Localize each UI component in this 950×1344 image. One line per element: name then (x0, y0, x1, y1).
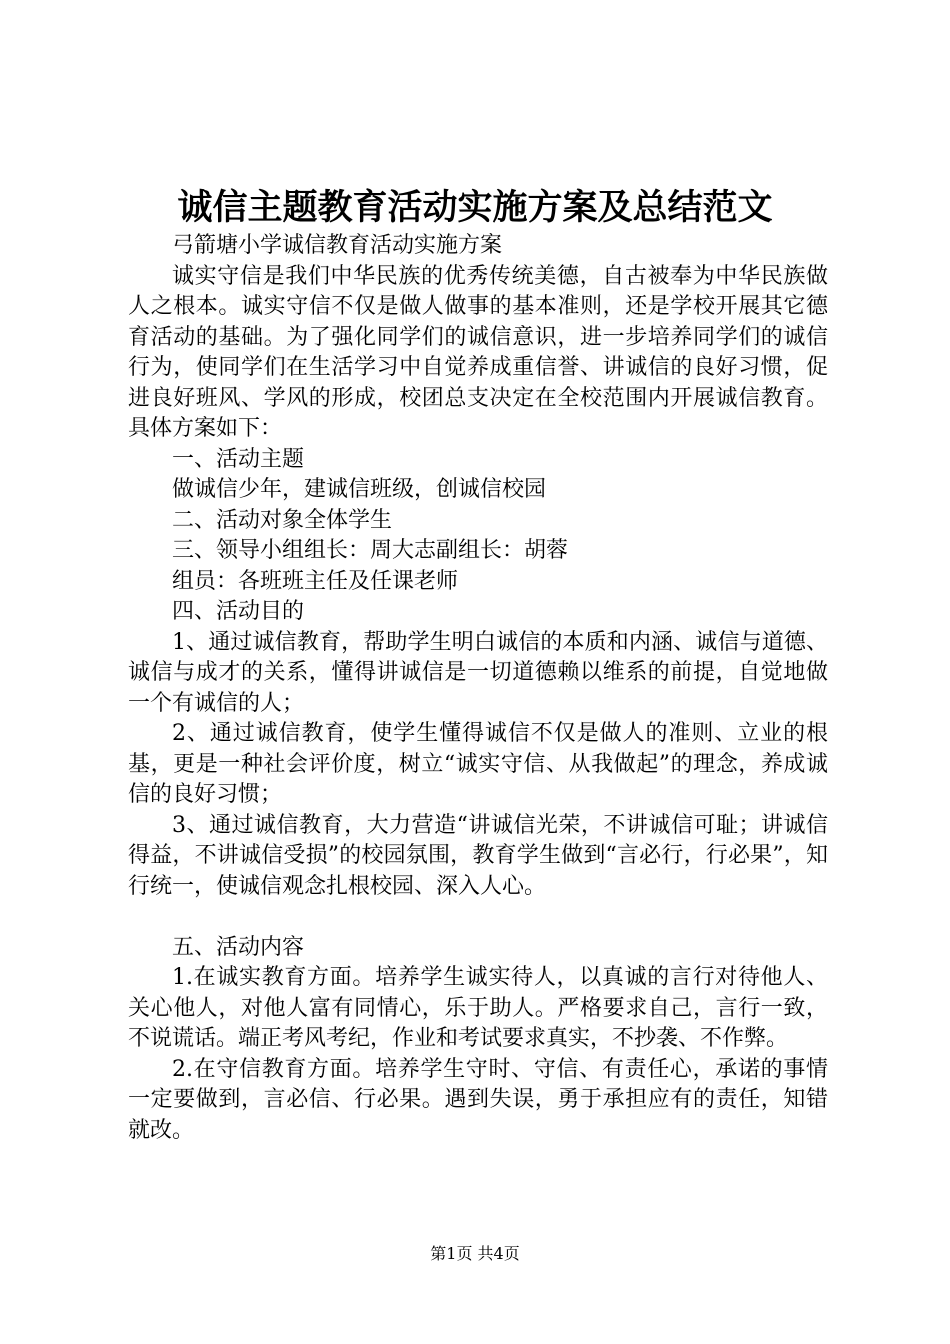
paragraph-goal-3: 3、通过诚信教育，大力营造“讲诚信光荣，不讲诚信可耻；讲诚信得益，不讲诚信受损”的校园氛围，教育学生做到“言必行，行必果”，知行统一，使诚信观念扎根校园、深入人心。 (128, 812, 828, 899)
paragraph-intro: 诚实守信是我们中华民族的优秀传统美德，自古被奉为中华民族做人之根本。诚实守信不仅是做人做事的基本准则，还是学校开展其它德育活动的基础。为了强化同学们的诚信意识，进一步培养同学们的诚信行为，使同学们在生活学习中自觉养成重信誉、讲诚信的良好习惯，促进良好班风、学风的形成，校团总支决定在全校范围内开展诚信教育。具体方案如下： (128, 263, 828, 441)
section-heading-audience: 二、活动对象全体学生 (172, 507, 393, 533)
section-heading-goals: 四、活动目的 (172, 599, 305, 624)
document-title: 诚信主题教育活动实施方案及总结范文 (177, 187, 773, 228)
section-heading-leadership: 三、领导小组组长：周大志副组长：胡蓉 (172, 538, 569, 563)
document-body (128, 231, 828, 1146)
paragraph-subtitle: 弓箭塘小学诚信教育活动实施方案 (172, 233, 503, 258)
paragraph-members: 组员：各班班主任及任课老师 (172, 568, 459, 594)
paragraph-content-1: 1.在诚实教育方面。培养学生诚实待人，以真诚的言行对待他人、关心他人，对他人富有同情心，乐于助人。严格要求自己，言行一致，不说谎话。端正考风考纪，作业和考试要求真实，不抄袭、不作弊。 (128, 965, 828, 1051)
paragraph-theme: 做诚信少年，建诚信班级，创诚信校园 (172, 477, 547, 502)
paragraph-content-2: 2.在守信教育方面。培养学生守时、守信、有责任心，承诺的事情一定要做到，言必信、行必果。遇到失误，勇于承担应有的责任，知错就改。 (128, 1056, 828, 1143)
section-heading-theme: 一、活动主题 (172, 446, 305, 472)
section-heading-content: 五、活动内容 (172, 934, 305, 960)
page-footer: 第1页 共4页 (430, 1244, 520, 1263)
paragraph-goal-1: 1、通过诚信教育，帮助学生明白诚信的本质和内涵、诚信与道德、诚信与成才的关系，懂得讲诚信是一切道德赖以维系的前提，自觉地做一个有诚信的人； (128, 629, 828, 716)
blank-line (128, 902, 828, 933)
paragraph-goal-2: 2、通过诚信教育，使学生懂得诚信不仅是做人的准则、立业的根基，更是一种社会评价度，树立“诚实守信、从我做起”的理念，养成诚信的良好习惯； (128, 721, 828, 807)
